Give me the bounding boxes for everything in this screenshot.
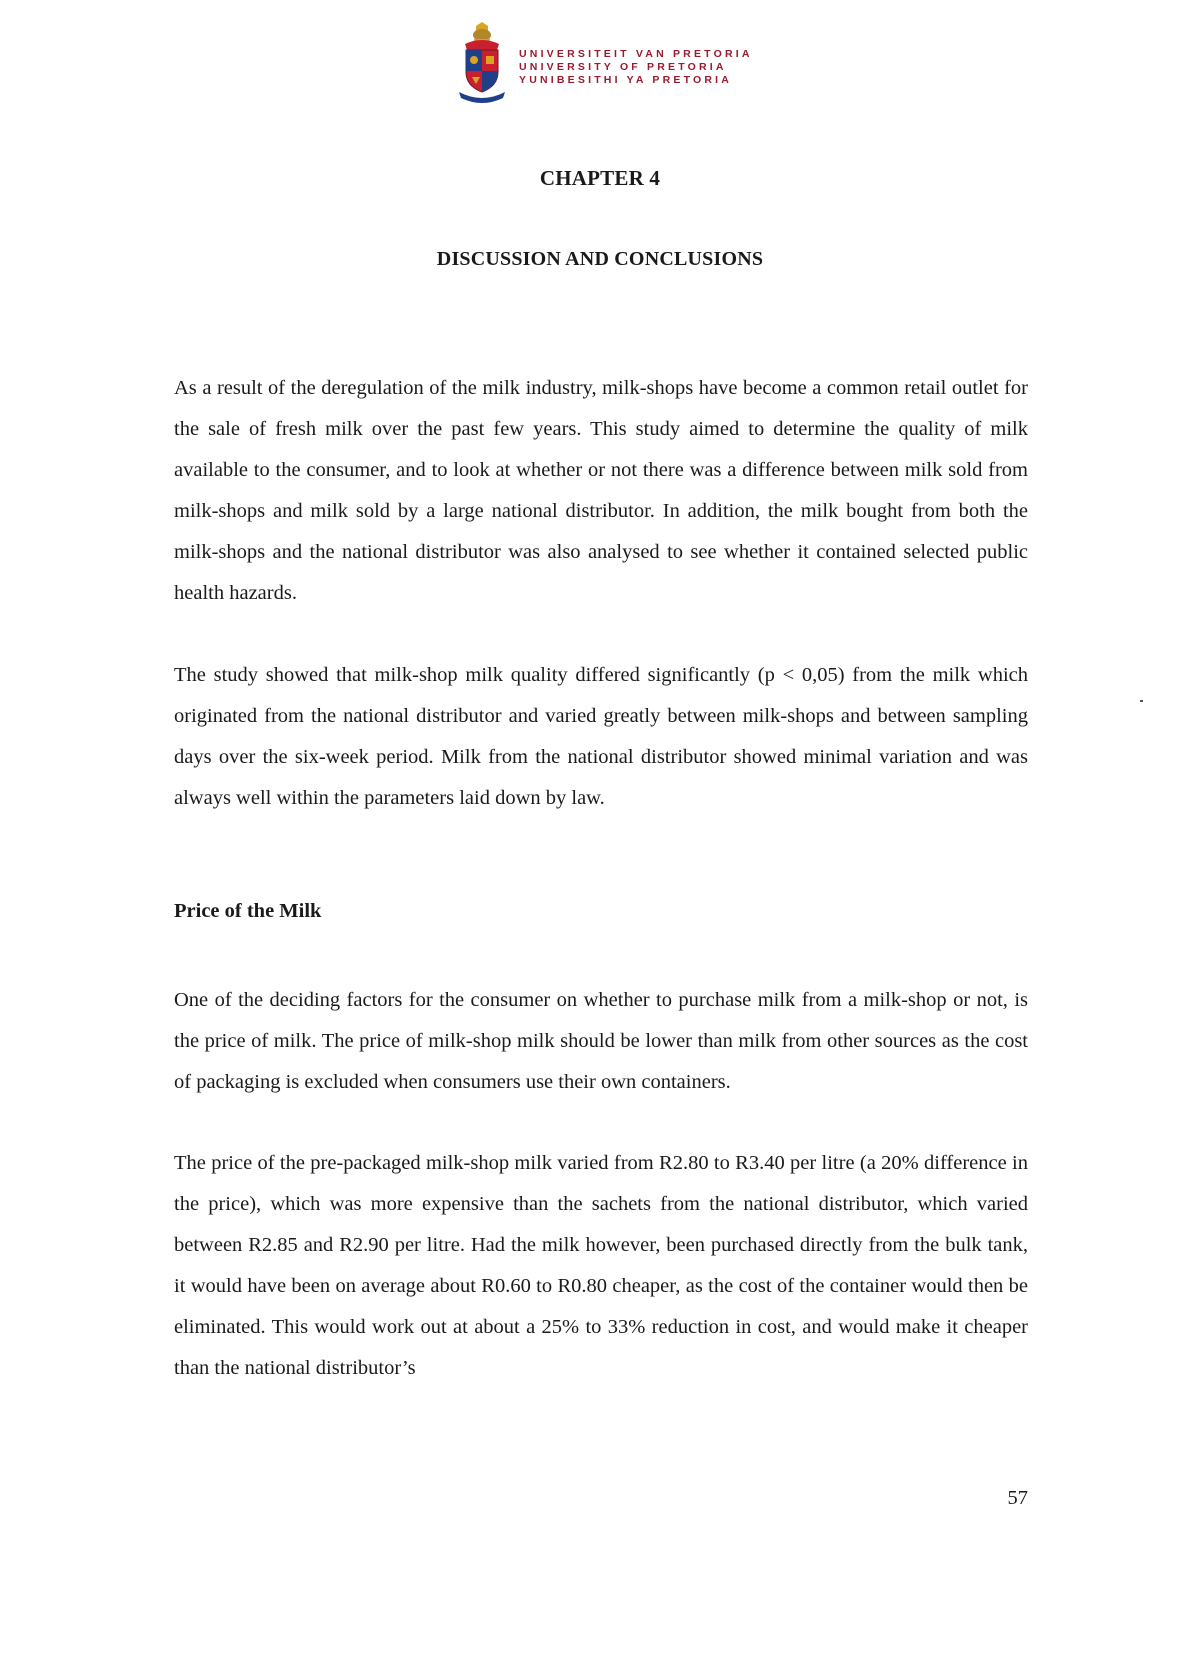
page-number: 57 (1007, 1487, 1028, 1509)
scan-speck (1140, 700, 1143, 702)
paragraph-price-factors: One of the deciding factors for the consumer on whether to purchase milk from a milk-shop or not, is the price of milk. The price of milk-shop milk should be lower than milk from other sources as the cost of packaging is excluded when consumers use their own containers. (174, 989, 1028, 1093)
university-crest-icon (457, 22, 507, 104)
university-name-english: UNIVERSITY OF PRETORIA (519, 60, 727, 73)
subsection-heading: Price of the Milk (174, 900, 322, 922)
chapter-heading: DISCUSSION AND CONCLUSIONS (436, 248, 764, 270)
university-name-sepedi: YUNIBESITHI YA PRETORIA (519, 73, 733, 86)
paragraph-study-findings: The study showed that milk-shop milk quality differed significantly (p < 0,05) from the milk which originated from the national distributor and varied greatly between milk-shops and between sampling days over the six-week period. Milk from the national distributor showed minimal variation and was always well within the parameters laid down by law. (174, 664, 1028, 809)
paragraph-price-comparison: The price of the pre-packaged milk-shop milk varied from R2.80 to R3.40 per litre (a 20% difference in the price), which was more expensive than the sachets from the national distributor, which varied between R2.85 and R2.90 per litre. Had the milk however, been purchased directly from the bulk tank, it would have been on average about R0.60 to R0.80 cheaper, as the cost of the container would then be eliminated. This would work out at about a 25% to 33% reduction in cost, and would make it cheaper than the national distributor’s (174, 1152, 1028, 1379)
university-name-afrikaans: UNIVERSITEIT VAN PRETORIA (519, 47, 753, 60)
university-logo (457, 18, 757, 108)
chapter-title: CHAPTER 4 (539, 166, 661, 190)
paragraph-intro: As a result of the deregulation of the milk industry, milk-shops have become a common retail outlet for the sale of fresh milk over the past few years. This study aimed to determine the quality of milk available to the consumer, and to look at whether or not there was a difference between milk sold from milk-shops and milk sold by a large national distributor. In addition, the milk bought from both the milk-shops and the national distributor was also analysed to see whether it contained selected public health hazards. (174, 377, 1028, 604)
university-name-block (519, 48, 753, 87)
